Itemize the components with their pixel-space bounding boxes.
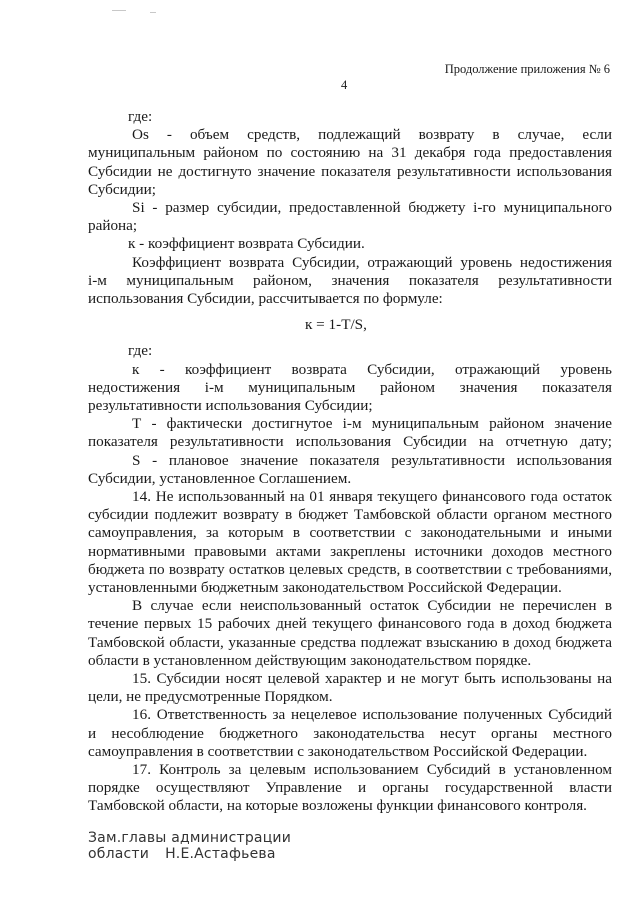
text-line: недостижения i-м муниципальным районом значения показателя: [88, 378, 612, 396]
text-line: S - плановое значение показателя результативности использования: [132, 451, 612, 469]
text-line: результативности использования Субсидии;: [88, 397, 373, 414]
text-line: к - коэффициент возврата Субсидии, отражающий уровень: [132, 360, 612, 378]
text-line: Т - фактически достигнутое i-м муниципальным районом значение: [132, 415, 612, 433]
text-line: Si - размер субсидии, предоставленной бюджету i-го муниципального: [132, 199, 612, 216]
scan-mark: [150, 12, 156, 13]
text-line: Субсидии, установленное Соглашением.: [88, 469, 352, 487]
signature-name: Н.Е.Астафьева: [165, 845, 276, 862]
text-line: и несоблюдение бюджетного законодательства несут органы местного: [88, 724, 612, 742]
text-line: Тамбовской области, указанные средства подлежат взысканию в доход бюджета: [88, 633, 612, 651]
text-line: района;: [88, 217, 138, 235]
signature-position: Зам.главы администрации: [88, 829, 292, 846]
text-line: Тамбовской области, на которые возложены функции финансового контроля.: [88, 797, 587, 815]
text-line: Коэффициент возврата Субсидии, отражающий уровень недостижения: [132, 253, 612, 271]
text-line: Субсидии не достигнуто значение показателя результативности использования: [88, 162, 612, 180]
page-number: 4: [341, 78, 348, 92]
text-line: показателя результативности использования Субсидии на отчетную дату;: [88, 433, 612, 451]
text-line: Субсидии;: [88, 180, 156, 198]
text-line: муниципальным районом по состоянию на 31 декабря года предоставления: [88, 144, 612, 162]
text-line: самоуправления в соответствии с законодательством Российской Федерации.: [88, 742, 588, 760]
continuation-note: Продолжение приложения № 6: [444, 62, 610, 76]
text-line: где:: [128, 342, 153, 360]
text-line: к - коэффициент возврата Субсидии.: [128, 235, 365, 253]
text-line: субсидии подлежит возврату в бюджет Тамбовской области органом местного: [88, 506, 612, 524]
signature-org-name: [88, 846, 276, 862]
signature-org: области: [88, 845, 150, 862]
text-line: самоуправления, за которым в соответствии с законодательными и иными: [88, 524, 612, 542]
text-line: течение первых 15 рабочих дней текущего финансового года в доход бюджета: [88, 615, 612, 633]
text-line: установленными бюджетным законодательством Российской Федерации.: [88, 579, 562, 596]
text-line: бюджета по возврату остатков целевых средств, в соответствии с требованиями,: [88, 560, 612, 578]
text-line: порядке осуществляют Управление и органы государственной власти: [88, 779, 612, 797]
text-line: использования Субсидии, рассчитывается по формуле:: [88, 290, 443, 307]
text-line: 15. Субсидии носят целевой характер и не могут быть использованы на: [132, 670, 612, 687]
text-line: где:: [128, 108, 153, 125]
text-line: 14. Не использованный на 01 января текущего финансового года остаток: [132, 488, 612, 505]
formula: к = 1-T/S,: [305, 316, 367, 334]
text-line: В случае если неиспользованный остаток Субсидии не перечислен в: [132, 597, 612, 615]
text-line: нормативными правовыми актами закреплены источники доходов местного: [88, 542, 612, 560]
text-line: 16. Ответственность за нецелевое использование полученных Субсидий: [132, 706, 612, 724]
text-line: Os - объем средств, подлежащий возврату в случае, если: [132, 126, 612, 144]
scan-mark: [112, 10, 126, 11]
text-line: 17. Контроль за целевым использованием Субсидий в установленном: [132, 761, 612, 778]
text-line: цели, не предусмотренные Порядком.: [88, 688, 333, 706]
text-line: области в установленном действующим законодательством порядке.: [88, 651, 532, 669]
text-line: i-м муниципальным районом, значения показателя результативности: [88, 271, 612, 289]
